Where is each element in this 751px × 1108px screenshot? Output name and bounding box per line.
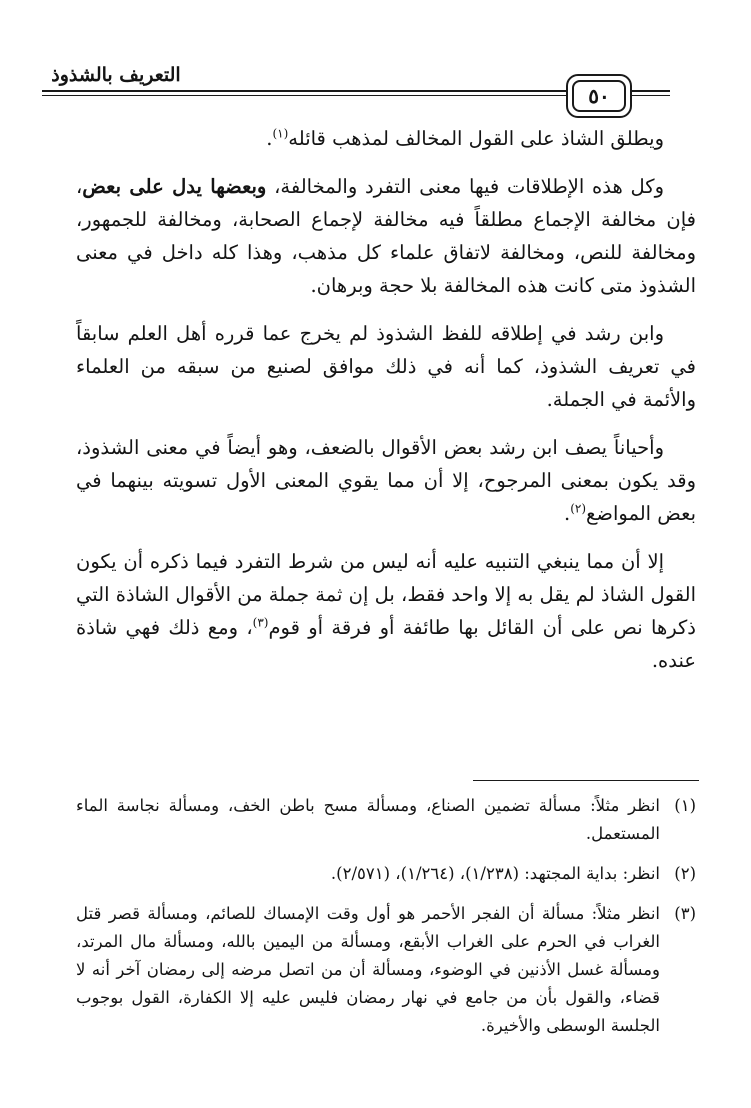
paragraph-5-end: ، ومع ذلك فهي شاذة عنده. — [76, 616, 696, 672]
footnote-text: انظر مثلاً: مسألة أن الفجر الأحمر هو أول وقت الإمساك للصائم، ومسألة قصر قتل الغراب في الحرم على الغراب الأبقع، ومسألة من اليمين بالله، ومسألة مال المرتد، ومسألة غسل الأذنين في الوضوء، ومسألة أن من اتصل مرضه إلى رمضان آخر أنه لا قضاء، والقول بأن من جامع في نهار رمضان فليس عليه إلا الكفارة، القول بوجوب الجلسة الوسطى والأخيرة. — [76, 904, 660, 1035]
footnote-2 — [76, 860, 696, 888]
footnote-text: انظر مثلاً: مسألة تضمين الصناع، ومسألة مسح باطن الخف، ومسألة نجاسة الماء المستعمل. — [76, 796, 660, 843]
footnote-1 — [76, 792, 696, 848]
footnote-separator — [473, 780, 699, 781]
paragraph-4-end: . — [563, 502, 571, 525]
header-rule-left-thin — [42, 95, 566, 96]
paragraph-2-text-b: ، فإن مخالفة الإجماع مطلقاً فيه مخالفة لإجماع الصحابة، ومخالفة للجمهور، ومخالفة للنص، ومخالفة لاتفاق علماء كل مذهب، وهذا كله داخل في معنى الشذوذ متى كانت هذه المخالفة بلا حجة وبرهان. — [76, 175, 696, 297]
paragraph-2 — [76, 170, 696, 302]
paragraph-5 — [76, 545, 696, 677]
header-rule-left — [42, 90, 566, 92]
paragraph-1-text: ويطلق الشاذ على القول المخالف لمذهب قائله — [288, 127, 664, 150]
footnote-ref-2: (٢) — [570, 501, 587, 516]
paragraph-2-text-a: وكل هذه الإطلاقات فيها معنى التفرد والمخالفة، — [266, 175, 664, 198]
footnote-ref-3: (٣) — [252, 615, 269, 630]
main-text — [76, 122, 696, 692]
header-rule-right — [632, 90, 670, 92]
paragraph-1 — [76, 122, 696, 155]
footnote-number: (١) — [674, 796, 696, 815]
footnote-number: (٢) — [674, 864, 696, 883]
paragraph-4 — [76, 431, 696, 530]
header-rule-right-thin — [632, 95, 670, 96]
paragraph-1-end: . — [266, 127, 273, 150]
paragraph-3: وابن رشد في إطلاقه للفظ الشذوذ لم يخرج عما قرره أهل العلم سابقاً في تعريف الشذوذ، كما أنه في ذلك موافق لصنيع من سبقه من العلماء والأئمة في الجملة. — [76, 322, 696, 411]
footnotes — [76, 792, 696, 1052]
running-header-title: التعريف بالشذوذ — [51, 64, 181, 86]
footnote-text: انظر: بداية المجتهد: (١/٢٣٨)، (١/٢٦٤)، (٢/٥٧١). — [330, 864, 660, 883]
footnote-3 — [76, 900, 696, 1040]
footnote-ref-1: (١) — [272, 126, 289, 141]
paragraph-4-text: وأحياناً يصف ابن رشد بعض الأقوال بالضعف، وهو أيضاً في معنى الشذوذ، وقد يكون بمعنى المرجوح، إلا أن مما يقوي المعنى الأول تسويته بينهما في بعض المواضع — [76, 436, 696, 525]
page-number: ٥٠ — [572, 80, 626, 112]
footnote-number: (٣) — [674, 904, 696, 923]
paragraph-2-bold: وبعضها يدل على بعض — [82, 175, 267, 198]
paragraph-5-text: إلا أن مما ينبغي التنبيه عليه أنه ليس من شرط التفرد فيما ذكره أن يكون القول الشاذ لم يقل به إلا واحد فقط، بل إن ثمة جملة من الأقوال الشاذة التي ذكرها نص على أن القائل بها طائفة أو فرقة أو قوم — [76, 550, 696, 639]
